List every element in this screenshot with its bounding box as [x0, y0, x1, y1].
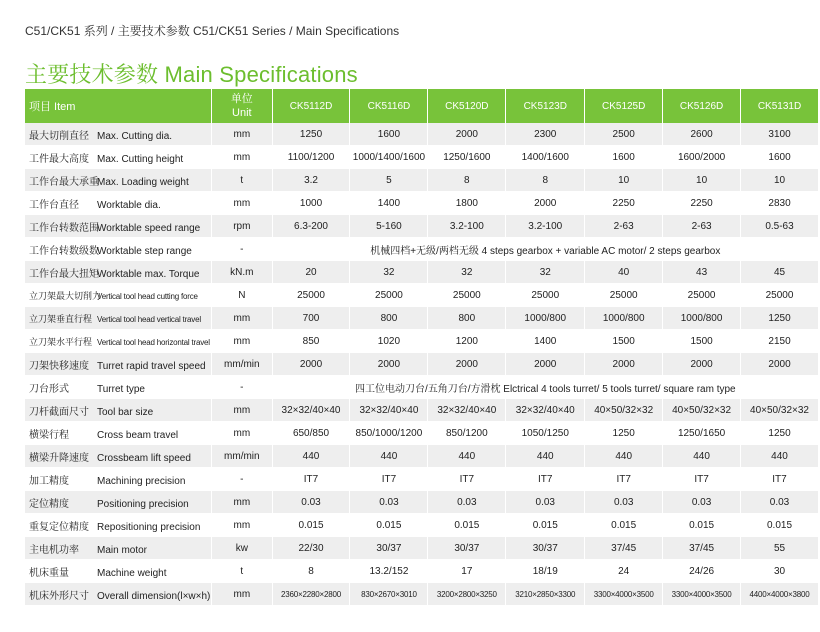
value-cell: 1000	[272, 192, 350, 215]
row-unit: N	[212, 284, 272, 307]
value-cell: 32×32/40×40	[506, 399, 585, 422]
table-row	[25, 445, 819, 468]
value-cell: 1800	[428, 192, 506, 215]
value-cell: 0.03	[663, 491, 741, 514]
row-label	[25, 261, 212, 284]
value-cell: 18/19	[506, 560, 585, 583]
value-cell: 3210×2850×3300	[506, 583, 585, 606]
model-column-header: CK5112D	[272, 89, 350, 123]
value-cell: 0.03	[428, 491, 506, 514]
row-unit: kw	[212, 537, 272, 560]
value-cell: 43	[663, 261, 741, 284]
row-label-cn: 加工精度	[29, 475, 69, 487]
unit-header-cn: 单位	[230, 93, 253, 105]
value-cell: 10	[585, 169, 663, 192]
value-cell: 32	[428, 261, 506, 284]
table-row	[25, 284, 819, 307]
merged-value-cell: 四工位电动刀台/五角刀台/方滑枕 Elctrical 4 tools turret/ 5 tools turret/ square ram type	[272, 376, 818, 399]
value-cell: 37/45	[663, 537, 741, 560]
value-cell: 0.03	[741, 491, 819, 514]
row-label-cn: 定位精度	[29, 498, 69, 510]
value-cell: 800	[350, 307, 428, 330]
value-cell: 1000/1400/1600	[350, 146, 428, 169]
value-cell: 2000	[741, 353, 819, 376]
value-cell: 8	[506, 169, 585, 192]
row-label-en: Max. Cutting dia.	[97, 130, 173, 142]
value-cell: 850/1200	[428, 422, 506, 445]
row-unit: mm	[212, 123, 272, 146]
table-row	[25, 307, 819, 330]
row-label-cn: 刀架快移速度	[29, 360, 89, 372]
value-cell: 1200	[428, 330, 506, 353]
value-cell: 0.015	[428, 514, 506, 537]
value-cell: IT7	[506, 468, 585, 491]
value-cell: 25000	[428, 284, 506, 307]
value-cell: 800	[428, 307, 506, 330]
value-cell: 37/45	[585, 537, 663, 560]
value-cell: 2-63	[663, 215, 741, 238]
row-label-en: Tool bar size	[97, 406, 154, 418]
value-cell: 1000/800	[506, 307, 585, 330]
value-cell: 2-63	[585, 215, 663, 238]
value-cell: 1500	[663, 330, 741, 353]
value-cell: 0.5-63	[741, 215, 819, 238]
table-row	[25, 261, 819, 284]
table-row	[25, 238, 819, 261]
value-cell: 2600	[663, 123, 741, 146]
value-cell: 0.015	[741, 514, 819, 537]
value-cell: 1400	[350, 192, 428, 215]
table-row	[25, 215, 819, 238]
value-cell: 5-160	[350, 215, 428, 238]
row-label-en: Max. Loading weight	[97, 176, 189, 188]
page-title: 主要技术参数 Main Specifications	[25, 62, 358, 87]
value-cell: 24/26	[663, 560, 741, 583]
merged-value-cell: 机械四档+无级/两档无级 4 steps gearbox + variable AC motor/ 2 steps gearbox	[272, 238, 818, 261]
value-cell: 0.015	[272, 514, 350, 537]
table-row	[25, 330, 819, 353]
row-label-cn: 立刀架水平行程	[29, 336, 93, 347]
row-label-en: Worktable step range	[97, 245, 192, 257]
value-cell: 1250/1600	[428, 146, 506, 169]
value-cell: 10	[741, 169, 819, 192]
value-cell: 25000	[741, 284, 819, 307]
row-label	[25, 537, 212, 560]
row-label-en: Vertical tool head horizontal travel	[97, 337, 210, 347]
value-cell: 2150	[741, 330, 819, 353]
value-cell: 1020	[350, 330, 428, 353]
row-unit: mm	[212, 192, 272, 215]
row-label-en: Repositioning precision	[97, 521, 201, 533]
value-cell: 850/1000/1200	[350, 422, 428, 445]
row-label	[25, 330, 212, 353]
row-label-en: Turret rapid travel speed	[97, 360, 206, 372]
row-unit: t	[212, 560, 272, 583]
value-cell: IT7	[741, 468, 819, 491]
row-label-cn: 工作台转数范围	[29, 222, 99, 234]
value-cell: 25000	[585, 284, 663, 307]
row-label-en: Machining precision	[97, 475, 186, 487]
row-label-cn: 立刀架垂直行程	[29, 313, 93, 324]
value-cell: 0.03	[585, 491, 663, 514]
value-cell: 1250/1650	[663, 422, 741, 445]
row-label-en: Positioning precision	[97, 498, 189, 510]
value-cell: 32×32/40×40	[350, 399, 428, 422]
row-label-en: Main motor	[97, 544, 148, 556]
row-unit: mm	[212, 307, 272, 330]
value-cell: 24	[585, 560, 663, 583]
row-unit: mm	[212, 583, 272, 606]
value-cell: 4400×4000×3800	[741, 583, 819, 606]
row-label-cn: 工件最大高度	[29, 153, 89, 165]
row-label	[25, 514, 212, 537]
row-label-cn: 机床重量	[29, 567, 69, 579]
table-row	[25, 537, 819, 560]
model-column-header: CK5120D	[428, 89, 506, 123]
value-cell: 1400	[506, 330, 585, 353]
value-cell: 25000	[272, 284, 350, 307]
row-label-en: Worktable max. Torque	[97, 268, 200, 280]
table-row	[25, 353, 819, 376]
row-unit: rpm	[212, 215, 272, 238]
value-cell: 1000/800	[663, 307, 741, 330]
row-unit: mm	[212, 514, 272, 537]
value-cell: 3200×2800×3250	[428, 583, 506, 606]
value-cell: 1250	[741, 422, 819, 445]
table-row	[25, 192, 819, 215]
row-label-cn: 横梁行程	[29, 429, 69, 441]
row-label	[25, 422, 212, 445]
row-label-cn: 刀台形式	[29, 383, 69, 395]
unit-header-en: Unit	[232, 107, 252, 119]
value-cell: 850	[272, 330, 350, 353]
model-column-header: CK5123D	[506, 89, 585, 123]
value-cell: 3100	[741, 123, 819, 146]
value-cell: 440	[506, 445, 585, 468]
value-cell: 13.2/152	[350, 560, 428, 583]
row-label-cn: 机床外形尺寸	[29, 590, 89, 602]
value-cell: 3300×4000×3500	[585, 583, 663, 606]
value-cell: 1600	[741, 146, 819, 169]
row-label	[25, 353, 212, 376]
row-unit: mm/min	[212, 353, 272, 376]
table-row	[25, 583, 819, 606]
row-label-en: Worktable speed range	[97, 222, 201, 234]
value-cell: 0.015	[663, 514, 741, 537]
table-header-row	[25, 89, 819, 123]
value-cell: 2300	[506, 123, 585, 146]
row-unit: t	[212, 169, 272, 192]
model-column-header: CK5126D	[663, 89, 741, 123]
value-cell: 2000	[506, 353, 585, 376]
value-cell: 22/30	[272, 537, 350, 560]
row-label-en: Cross beam travel	[97, 429, 179, 441]
row-label-en: Worktable dia.	[97, 199, 161, 211]
row-unit: -	[212, 238, 272, 261]
value-cell: 0.015	[506, 514, 585, 537]
row-unit: -	[212, 376, 272, 399]
value-cell: 700	[272, 307, 350, 330]
row-unit: mm	[212, 330, 272, 353]
table-row	[25, 169, 819, 192]
value-cell: 440	[741, 445, 819, 468]
value-cell: 0.03	[506, 491, 585, 514]
row-label-cn: 重复定位精度	[29, 521, 89, 533]
value-cell: 2830	[741, 192, 819, 215]
table-row	[25, 491, 819, 514]
row-label	[25, 445, 212, 468]
row-label-cn: 最大切削直径	[29, 130, 89, 142]
row-label	[25, 307, 212, 330]
value-cell: 32×32/40×40	[428, 399, 506, 422]
table-row	[25, 468, 819, 491]
value-cell: 1000/800	[585, 307, 663, 330]
row-label-en: Crossbeam lift speed	[97, 452, 191, 464]
row-label	[25, 215, 212, 238]
value-cell: 650/850	[272, 422, 350, 445]
row-unit: kN.m	[212, 261, 272, 284]
value-cell: 440	[272, 445, 350, 468]
value-cell: 17	[428, 560, 506, 583]
value-cell: 32	[350, 261, 428, 284]
value-cell: 830×2670×3010	[350, 583, 428, 606]
row-label-cn: 工作台转数级数	[29, 245, 99, 257]
value-cell: 40×50/32×32	[585, 399, 663, 422]
value-cell: 40	[585, 261, 663, 284]
value-cell: 3.2-100	[506, 215, 585, 238]
value-cell: 2000	[272, 353, 350, 376]
value-cell: IT7	[428, 468, 506, 491]
row-label-cn: 刀杆截面尺寸	[29, 406, 89, 418]
table-row	[25, 123, 819, 146]
value-cell: 1600	[585, 146, 663, 169]
model-column-header: CK5116D	[350, 89, 428, 123]
value-cell: 40×50/32×32	[663, 399, 741, 422]
value-cell: 2000	[428, 353, 506, 376]
table-row	[25, 560, 819, 583]
value-cell: 2000	[350, 353, 428, 376]
value-cell: 3300×4000×3500	[663, 583, 741, 606]
value-cell: 1500	[585, 330, 663, 353]
model-column-header: CK5131D	[741, 89, 819, 123]
value-cell: 0.03	[350, 491, 428, 514]
value-cell: 3.2	[272, 169, 350, 192]
row-unit: mm	[212, 146, 272, 169]
value-cell: 3.2-100	[428, 215, 506, 238]
value-cell: 5	[350, 169, 428, 192]
value-cell: 8	[428, 169, 506, 192]
unit-column-header	[212, 89, 272, 123]
value-cell: 25000	[506, 284, 585, 307]
value-cell: 2250	[585, 192, 663, 215]
value-cell: 2000	[585, 353, 663, 376]
table-row	[25, 399, 819, 422]
value-cell: 1100/1200	[272, 146, 350, 169]
value-cell: 1250	[741, 307, 819, 330]
value-cell: IT7	[272, 468, 350, 491]
value-cell: 1600	[350, 123, 428, 146]
model-column-header: CK5125D	[585, 89, 663, 123]
value-cell: 440	[428, 445, 506, 468]
row-label	[25, 123, 212, 146]
row-label-en: Turret type	[97, 383, 145, 395]
item-column-header: 项目 Item	[25, 89, 212, 123]
row-label-cn: 工作台最大扭矩	[29, 268, 99, 280]
row-unit: mm	[212, 422, 272, 445]
value-cell: 40×50/32×32	[741, 399, 819, 422]
row-label	[25, 146, 212, 169]
value-cell: 0.03	[272, 491, 350, 514]
value-cell: 2250	[663, 192, 741, 215]
value-cell: 45	[741, 261, 819, 284]
value-cell: IT7	[663, 468, 741, 491]
row-label-en: Overall dimension(l×w×h)	[97, 590, 211, 602]
value-cell: 8	[272, 560, 350, 583]
row-label	[25, 169, 212, 192]
value-cell: 440	[663, 445, 741, 468]
value-cell: 440	[350, 445, 428, 468]
value-cell: 30/37	[350, 537, 428, 560]
row-label-en: Vertical tool head vertical travel	[97, 314, 201, 324]
row-label	[25, 399, 212, 422]
value-cell: 0.015	[350, 514, 428, 537]
value-cell: 32×32/40×40	[272, 399, 350, 422]
row-label	[25, 491, 212, 514]
row-label	[25, 583, 212, 606]
value-cell: 30	[741, 560, 819, 583]
table-row	[25, 422, 819, 445]
value-cell: 10	[663, 169, 741, 192]
row-label	[25, 468, 212, 491]
value-cell: 2000	[663, 353, 741, 376]
value-cell: 6.3-200	[272, 215, 350, 238]
row-label-cn: 立刀架最大切削力	[29, 290, 102, 301]
row-label	[25, 238, 212, 261]
value-cell: 55	[741, 537, 819, 560]
value-cell: 440	[585, 445, 663, 468]
row-label	[25, 192, 212, 215]
value-cell: IT7	[585, 468, 663, 491]
value-cell: 1400/1600	[506, 146, 585, 169]
row-label-en: Machine weight	[97, 567, 167, 579]
value-cell: 1050/1250	[506, 422, 585, 445]
value-cell: 32	[506, 261, 585, 284]
value-cell: 2000	[506, 192, 585, 215]
value-cell: 25000	[350, 284, 428, 307]
row-unit: mm/min	[212, 445, 272, 468]
row-label-cn: 工作台直径	[29, 199, 79, 211]
value-cell: 30/37	[428, 537, 506, 560]
table-row	[25, 376, 819, 399]
row-label-cn: 主电机功率	[29, 544, 79, 556]
value-cell: 0.015	[585, 514, 663, 537]
row-unit: -	[212, 468, 272, 491]
table-row	[25, 146, 819, 169]
value-cell: IT7	[350, 468, 428, 491]
value-cell: 20	[272, 261, 350, 284]
value-cell: 1250	[272, 123, 350, 146]
row-label-cn: 横梁升降速度	[29, 452, 89, 464]
row-unit: mm	[212, 491, 272, 514]
table-row	[25, 514, 819, 537]
value-cell: 2360×2280×2800	[272, 583, 350, 606]
row-unit: mm	[212, 399, 272, 422]
specifications-table	[25, 89, 819, 606]
table-body	[25, 123, 819, 606]
row-label-cn: 工作台最大承重	[29, 176, 99, 188]
value-cell: 25000	[663, 284, 741, 307]
row-label-en: Max. Cutting height	[97, 153, 184, 165]
row-label	[25, 376, 212, 399]
value-cell: 2500	[585, 123, 663, 146]
row-label	[25, 284, 212, 307]
breadcrumb: C51/CK51 系列 / 主要技术参数 C51/CK51 Series / Main Specifications	[25, 24, 400, 38]
row-label	[25, 560, 212, 583]
value-cell: 30/37	[506, 537, 585, 560]
value-cell: 2000	[428, 123, 506, 146]
row-label-en: Vertical tool head cutting force	[97, 291, 198, 301]
value-cell: 1600/2000	[663, 146, 741, 169]
value-cell: 1250	[585, 422, 663, 445]
